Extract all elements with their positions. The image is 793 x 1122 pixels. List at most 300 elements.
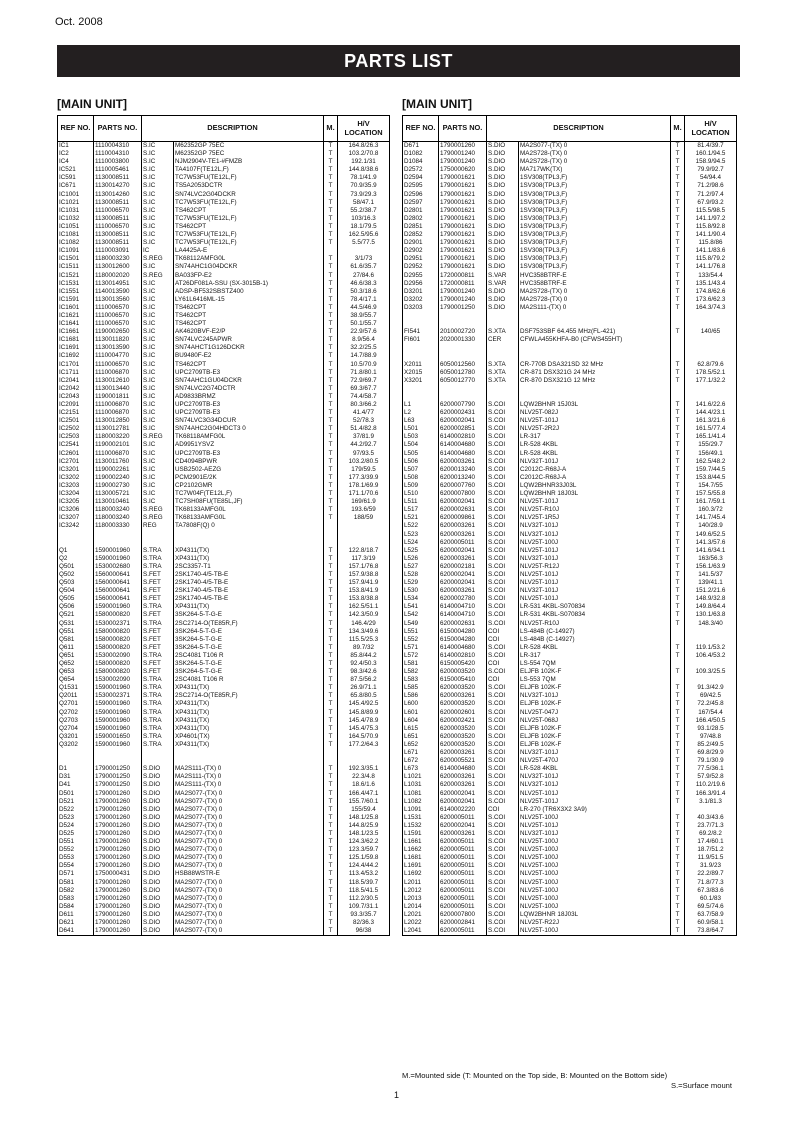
mount-side-cell: T: [324, 377, 338, 385]
parts-no-cell: [94, 531, 142, 539]
description-cell: MA2S077-(TX) 0: [174, 798, 324, 806]
ref-no-cell: L526: [403, 555, 439, 563]
part-type-cell: S.COI: [487, 757, 519, 765]
ref-no-cell: L549: [403, 620, 439, 628]
table-row: [403, 620, 737, 628]
part-type-cell: [487, 352, 519, 360]
parts-no-cell: 6200007800: [439, 490, 487, 498]
location-cell: [685, 352, 737, 360]
table-row: [58, 790, 390, 798]
ref-no-cell: L506: [403, 458, 439, 466]
mount-side-cell: T: [671, 919, 685, 927]
table-row: [403, 385, 737, 393]
table-row: [58, 717, 390, 725]
parts-no-cell: 1750000620: [439, 166, 487, 174]
description-cell: NLV32T-101J: [519, 749, 671, 757]
description-cell: 1SV308(TPL3,F): [519, 255, 671, 263]
location-cell: [338, 247, 390, 255]
location-cell: 14.7/88.9: [338, 352, 390, 360]
mount-side-cell: T: [671, 215, 685, 223]
mount-side-cell: T: [671, 280, 685, 288]
ref-no-cell: Q1: [58, 547, 94, 555]
description-cell: NLV32T-101J: [519, 773, 671, 781]
ref-no-cell: L510: [403, 490, 439, 498]
description-cell: MA2S728-(TX) 0: [519, 150, 671, 158]
description-cell: 1SV308(TPL3,F): [519, 207, 671, 215]
mount-side-cell: T: [324, 441, 338, 449]
part-type-cell: CER: [487, 336, 519, 344]
ref-no-cell: Q506: [58, 603, 94, 611]
table-row: [58, 579, 390, 587]
parts-no-cell: 6200005011: [439, 814, 487, 822]
ref-no-cell: L651: [403, 733, 439, 741]
mount-side-cell: T: [671, 263, 685, 271]
part-type-cell: S.TRA: [142, 620, 174, 628]
ref-no-cell: L1591: [403, 830, 439, 838]
part-type-cell: S.DIO: [487, 247, 519, 255]
location-cell: 160.3/72: [685, 506, 737, 514]
table-row: [58, 522, 390, 530]
ref-no-cell: IC1641: [58, 320, 94, 328]
ref-no-cell: L2021: [403, 911, 439, 919]
ref-no-cell: D1084: [403, 158, 439, 166]
part-type-cell: S.COI: [487, 603, 519, 611]
description-cell: NJM2904V-TE1-#FMZB: [174, 158, 324, 166]
ref-no-cell: D2595: [403, 182, 439, 190]
part-type-cell: S.COI: [487, 441, 519, 449]
parts-no-cell: 6200003261: [439, 458, 487, 466]
mount-side-cell: T: [324, 652, 338, 660]
parts-no-cell: 2020001330: [439, 336, 487, 344]
mount-side-cell: T: [671, 174, 685, 182]
parts-no-cell: 6200005011: [439, 870, 487, 878]
part-type-cell: S.DIO: [487, 166, 519, 174]
table-row: [58, 903, 390, 911]
mount-side-cell: T: [671, 514, 685, 522]
description-cell: MA2S077-(TX) 0: [174, 822, 324, 830]
description-cell: USB2502-AEZG: [174, 466, 324, 474]
mount-side-cell: T: [324, 425, 338, 433]
parts-no-cell: 6200002041: [439, 822, 487, 830]
part-type-cell: S.TRA: [142, 692, 174, 700]
table-row: [403, 676, 737, 684]
parts-no-cell: 2010002720: [439, 328, 487, 336]
location-cell: 142.3/50.9: [338, 611, 390, 619]
description-cell: MA2S077-(TX) 0: [174, 862, 324, 870]
mount-side-cell: T: [324, 555, 338, 563]
location-cell: 193.6/59: [338, 506, 390, 514]
parts-no-cell: 1180003330: [94, 522, 142, 530]
part-type-cell: S.IC: [142, 450, 174, 458]
mount-side-cell: T: [324, 571, 338, 579]
mount-side-cell: T: [671, 684, 685, 692]
location-cell: 124.3/62.2: [338, 838, 390, 846]
parts-no-cell: 1530002371: [94, 692, 142, 700]
ref-no-cell: IC1701: [58, 361, 94, 369]
table-row: [58, 854, 390, 862]
description-cell: 2SK1740-4/5-TB-E: [174, 579, 324, 587]
description-cell: TS462CPT: [174, 304, 324, 312]
location-cell: 161.5/77.4: [685, 425, 737, 433]
part-type-cell: S.COI: [487, 644, 519, 652]
table-row: [58, 466, 390, 474]
description-cell: TK68133AMFG0L: [174, 506, 324, 514]
ref-no-cell: Q504: [58, 587, 94, 595]
ref-no-cell: L2014: [403, 903, 439, 911]
left-section-title: [MAIN UNIT]: [57, 97, 127, 111]
parts-no-cell: 1790001260: [94, 846, 142, 854]
part-type-cell: S.COI: [487, 887, 519, 895]
table-row: [58, 919, 390, 927]
location-cell: 97/93.5: [338, 450, 390, 458]
location-cell: 141.1/76.8: [685, 263, 737, 271]
ref-no-cell: D553: [58, 854, 94, 862]
parts-no-cell: 1590001650: [94, 733, 142, 741]
description-cell: MA2S077-(TX) 0: [174, 790, 324, 798]
ref-no-cell: D3201: [403, 288, 439, 296]
description-cell: NLV25T-068J: [519, 717, 671, 725]
description-cell: [519, 393, 671, 401]
parts-no-cell: 1130011820: [94, 336, 142, 344]
description-cell: SN74LVC2G04DCKR: [174, 191, 324, 199]
ref-no-cell: D2902: [403, 247, 439, 255]
parts-no-cell: 1130013440: [94, 385, 142, 393]
location-cell: 115.5/25.3: [338, 636, 390, 644]
table-row: [403, 239, 737, 247]
location-cell: [685, 385, 737, 393]
table-row: [403, 288, 737, 296]
part-type-cell: [487, 312, 519, 320]
parts-no-cell: 1790001250: [439, 304, 487, 312]
parts-no-cell: 6140004710: [439, 603, 487, 611]
description-cell: 1SV308(TPL3,F): [519, 199, 671, 207]
parts-no-cell: 1790001621: [439, 174, 487, 182]
mount-side-cell: T: [324, 263, 338, 271]
table-row: [58, 174, 390, 182]
ref-no-cell: IC591: [58, 174, 94, 182]
part-type-cell: S.IC: [142, 150, 174, 158]
location-cell: 169/61.9: [338, 498, 390, 506]
table-row: [58, 514, 390, 522]
ref-no-cell: D671: [403, 142, 439, 151]
ref-no-cell: [403, 320, 439, 328]
parts-no-cell: 1130014951: [94, 280, 142, 288]
mount-side-cell: T: [671, 482, 685, 490]
part-type-cell: S.COI: [487, 539, 519, 547]
description-cell: LR-317: [519, 433, 671, 441]
ref-no-cell: L1531: [403, 814, 439, 822]
description-cell: LR-270 (TR6X3X2 3A9): [519, 806, 671, 814]
table-row: [403, 862, 737, 870]
parts-no-cell: 6200013240: [439, 466, 487, 474]
location-cell: 112.2/30.5: [338, 895, 390, 903]
mount-side-cell: T: [324, 352, 338, 360]
description-cell: ELJFB 102K-F: [519, 725, 671, 733]
mount-side-cell: T: [671, 272, 685, 280]
parts-no-cell: 6150004280: [439, 628, 487, 636]
table-row: [403, 733, 737, 741]
part-type-cell: [487, 344, 519, 352]
description-cell: XP4311(TX): [174, 741, 324, 749]
description-cell: 2SK1740-4/5-TB-E: [174, 587, 324, 595]
mount-side-cell: T: [671, 700, 685, 708]
description-cell: SN74LVC3G34DCUR: [174, 417, 324, 425]
location-cell: 162.5/48.2: [685, 458, 737, 466]
description-cell: TA7808F(Q) 0: [174, 522, 324, 530]
parts-no-cell: 1110006570: [94, 320, 142, 328]
parts-no-cell: 1790001621: [439, 223, 487, 231]
description-cell: AK4620BVF-E2/P: [174, 328, 324, 336]
ref-no-cell: L501: [403, 425, 439, 433]
description-cell: UPC2709TB-E3: [174, 401, 324, 409]
table-row: [403, 182, 737, 190]
parts-no-cell: 1790001250: [94, 765, 142, 773]
description-cell: C2012C-R68J-A: [519, 474, 671, 482]
location-cell: 166.4/47.1: [338, 790, 390, 798]
ref-no-cell: D31: [58, 773, 94, 781]
table-row: [58, 191, 390, 199]
location-cell: 71.2/97.4: [685, 191, 737, 199]
location-cell: [685, 660, 737, 668]
description-cell: [519, 320, 671, 328]
mount-side-cell: [671, 336, 685, 344]
part-type-cell: [142, 749, 174, 757]
location-cell: 148.1/25.8: [338, 814, 390, 822]
location-cell: 3/1/73: [338, 255, 390, 263]
ref-no-cell: IC1661: [58, 328, 94, 336]
parts-no-cell: 1530002090: [94, 676, 142, 684]
location-cell: 26.9/71.1: [338, 684, 390, 692]
parts-no-cell: [439, 352, 487, 360]
table-row: [403, 158, 737, 166]
table-row: [58, 142, 390, 151]
part-type-cell: S.IC: [142, 425, 174, 433]
table-row: [403, 709, 737, 717]
parts-no-cell: 6200003520: [439, 668, 487, 676]
part-type-cell: S.IC: [142, 166, 174, 174]
description-cell: UPC2709TB-E3: [174, 369, 324, 377]
description-cell: 1SV308(TPL3,F): [519, 223, 671, 231]
table-row: [403, 296, 737, 304]
mount-side-cell: T: [324, 725, 338, 733]
description-cell: 1SV308(TPL3,F): [519, 263, 671, 271]
part-type-cell: S.IC: [142, 174, 174, 182]
table-row: [58, 247, 390, 255]
table-row: [403, 514, 737, 522]
parts-no-cell: 6200003261: [439, 531, 487, 539]
location-cell: 161.7/59.1: [685, 498, 737, 506]
description-cell: MA2S111-(TX) 0: [174, 773, 324, 781]
mount-side-cell: T: [324, 636, 338, 644]
mount-side-cell: T: [324, 733, 338, 741]
col-header-description: DESCRIPTION: [487, 116, 671, 142]
part-type-cell: S.IC: [142, 207, 174, 215]
part-type-cell: S.IC: [142, 369, 174, 377]
mount-side-cell: T: [324, 830, 338, 838]
mount-side-cell: T: [324, 304, 338, 312]
mount-side-cell: T: [324, 806, 338, 814]
parts-no-cell: 6200002041: [439, 579, 487, 587]
description-cell: TS5A2053DCTR: [174, 182, 324, 190]
table-row: [403, 757, 737, 765]
table-row: [403, 393, 737, 401]
ref-no-cell: L1532: [403, 822, 439, 830]
location-cell: 40.3/43.6: [685, 814, 737, 822]
parts-no-cell: 1110006570: [94, 223, 142, 231]
ref-no-cell: L671: [403, 749, 439, 757]
description-cell: ELJFB 102K-F: [519, 668, 671, 676]
table-row: [403, 870, 737, 878]
part-type-cell: S.TRA: [142, 547, 174, 555]
table-row: [403, 636, 737, 644]
description-cell: LQW2BHNR33J03L: [519, 482, 671, 490]
table-row: [58, 692, 390, 700]
description-cell: NLV25T-2R2J: [519, 425, 671, 433]
part-type-cell: S.DIO: [142, 838, 174, 846]
table-row: [403, 798, 737, 806]
part-type-cell: S.IC: [142, 409, 174, 417]
ref-no-cell: L507: [403, 466, 439, 474]
ref-no-cell: L601: [403, 709, 439, 717]
location-cell: 63.7/58.9: [685, 911, 737, 919]
ref-no-cell: L505: [403, 450, 439, 458]
description-cell: 3SK264-5-T-G-E: [174, 660, 324, 668]
parts-no-cell: 1130013590: [94, 344, 142, 352]
mount-side-cell: T: [671, 296, 685, 304]
part-type-cell: S.DIO: [487, 191, 519, 199]
parts-no-cell: 1790001260: [94, 879, 142, 887]
location-cell: 71.2/98.6: [685, 182, 737, 190]
description-cell: MA2S077-(TX) 0: [174, 919, 324, 927]
ref-no-cell: L2011: [403, 879, 439, 887]
location-cell: 123.3/59.7: [338, 846, 390, 854]
part-type-cell: S.COI: [487, 911, 519, 919]
description-cell: CD4094BPWR: [174, 458, 324, 466]
table-row: [58, 433, 390, 441]
parts-no-cell: 1130013560: [94, 296, 142, 304]
mount-side-cell: T: [671, 725, 685, 733]
col-header-parts: PARTS NO.: [439, 116, 487, 142]
ref-no-cell: IC3242: [58, 522, 94, 530]
table-row: [403, 336, 737, 344]
part-type-cell: S.COI: [487, 919, 519, 927]
location-cell: 118.5/41.5: [338, 887, 390, 895]
parts-no-cell: [439, 385, 487, 393]
table-row: [403, 611, 737, 619]
table-row: [403, 644, 737, 652]
ref-no-cell: IC2601: [58, 450, 94, 458]
description-cell: XP4311(TX): [174, 700, 324, 708]
description-cell: NLV25T-082J: [519, 409, 671, 417]
table-row: [58, 749, 390, 757]
parts-no-cell: 6200003261: [439, 781, 487, 789]
part-type-cell: S.COI: [487, 749, 519, 757]
table-row: [403, 579, 737, 587]
parts-no-cell: [439, 312, 487, 320]
description-cell: LR-528 4KBL: [519, 450, 671, 458]
parts-no-cell: 1590001960: [94, 684, 142, 692]
table-row: [403, 312, 737, 320]
ref-no-cell: Q502: [58, 571, 94, 579]
description-cell: M62352GP 75EC: [174, 150, 324, 158]
table-row: [58, 879, 390, 887]
part-type-cell: S.FET: [142, 587, 174, 595]
location-cell: 80.3/66.2: [338, 401, 390, 409]
ref-no-cell: IC3204: [58, 490, 94, 498]
location-cell: 44.2/92.7: [338, 441, 390, 449]
description-cell: NLV25T-101J: [519, 571, 671, 579]
description-cell: NLV25T-100J: [519, 854, 671, 862]
location-cell: 161.3/21.6: [685, 417, 737, 425]
ref-no-cell: IC2541: [58, 441, 94, 449]
table-row: [58, 733, 390, 741]
ref-no-cell: L1: [403, 401, 439, 409]
table-row: [58, 199, 390, 207]
location-cell: 77.5/36.1: [685, 765, 737, 773]
parts-no-cell: 1190002261: [94, 466, 142, 474]
ref-no-cell: IC3201: [58, 466, 94, 474]
ref-no-cell: D582: [58, 887, 94, 895]
location-cell: 164.5/70.9: [338, 733, 390, 741]
part-type-cell: S.IC: [142, 417, 174, 425]
description-cell: MA2S728-(TX) 0: [519, 158, 671, 166]
mount-side-cell: [324, 522, 338, 530]
table-row: [403, 142, 737, 151]
mount-side-cell: T: [671, 401, 685, 409]
parts-no-cell: 1190002101: [94, 441, 142, 449]
description-cell: [519, 385, 671, 393]
ref-no-cell: L542: [403, 611, 439, 619]
description-cell: NLV25T-100J: [519, 862, 671, 870]
part-type-cell: S.COI: [487, 458, 519, 466]
part-type-cell: IC: [142, 247, 174, 255]
description-cell: LR-528 4KBL: [519, 644, 671, 652]
ref-no-cell: IC2151: [58, 409, 94, 417]
parts-no-cell: 1790001260: [439, 142, 487, 151]
part-type-cell: S.FET: [142, 611, 174, 619]
ref-no-cell: IC1091: [58, 247, 94, 255]
description-cell: CR-870 DSX321G 12 MHz: [519, 377, 671, 385]
parts-no-cell: 6200002041: [439, 798, 487, 806]
parts-no-cell: 6200002041: [439, 547, 487, 555]
ref-no-cell: L1081: [403, 790, 439, 798]
col-header-m: M.: [671, 116, 685, 142]
ref-no-cell: L517: [403, 506, 439, 514]
location-cell: 55.2/38.7: [338, 207, 390, 215]
table-row: [58, 207, 390, 215]
mount-side-cell: T: [671, 255, 685, 263]
description-cell: UPC2709TB-E3: [174, 450, 324, 458]
part-type-cell: S.COI: [487, 514, 519, 522]
ref-no-cell: D523: [58, 814, 94, 822]
table-row: [403, 765, 737, 773]
mount-side-cell: T: [671, 223, 685, 231]
part-type-cell: S.IC: [142, 466, 174, 474]
parts-no-cell: 1110003091: [94, 247, 142, 255]
location-cell: 18.6/1.6: [338, 781, 390, 789]
location-cell: 54/94.4: [685, 174, 737, 182]
part-type-cell: S.DIO: [142, 773, 174, 781]
part-type-cell: S.XTA: [487, 377, 519, 385]
location-cell: 117.3/19: [338, 555, 390, 563]
table-row: [403, 652, 737, 660]
mount-side-cell: T: [324, 142, 338, 151]
part-type-cell: REG: [142, 522, 174, 530]
part-type-cell: S.COI: [487, 498, 519, 506]
part-type-cell: S.IC: [142, 182, 174, 190]
location-cell: 32.2/25.5: [338, 344, 390, 352]
mount-side-cell: T: [324, 166, 338, 174]
